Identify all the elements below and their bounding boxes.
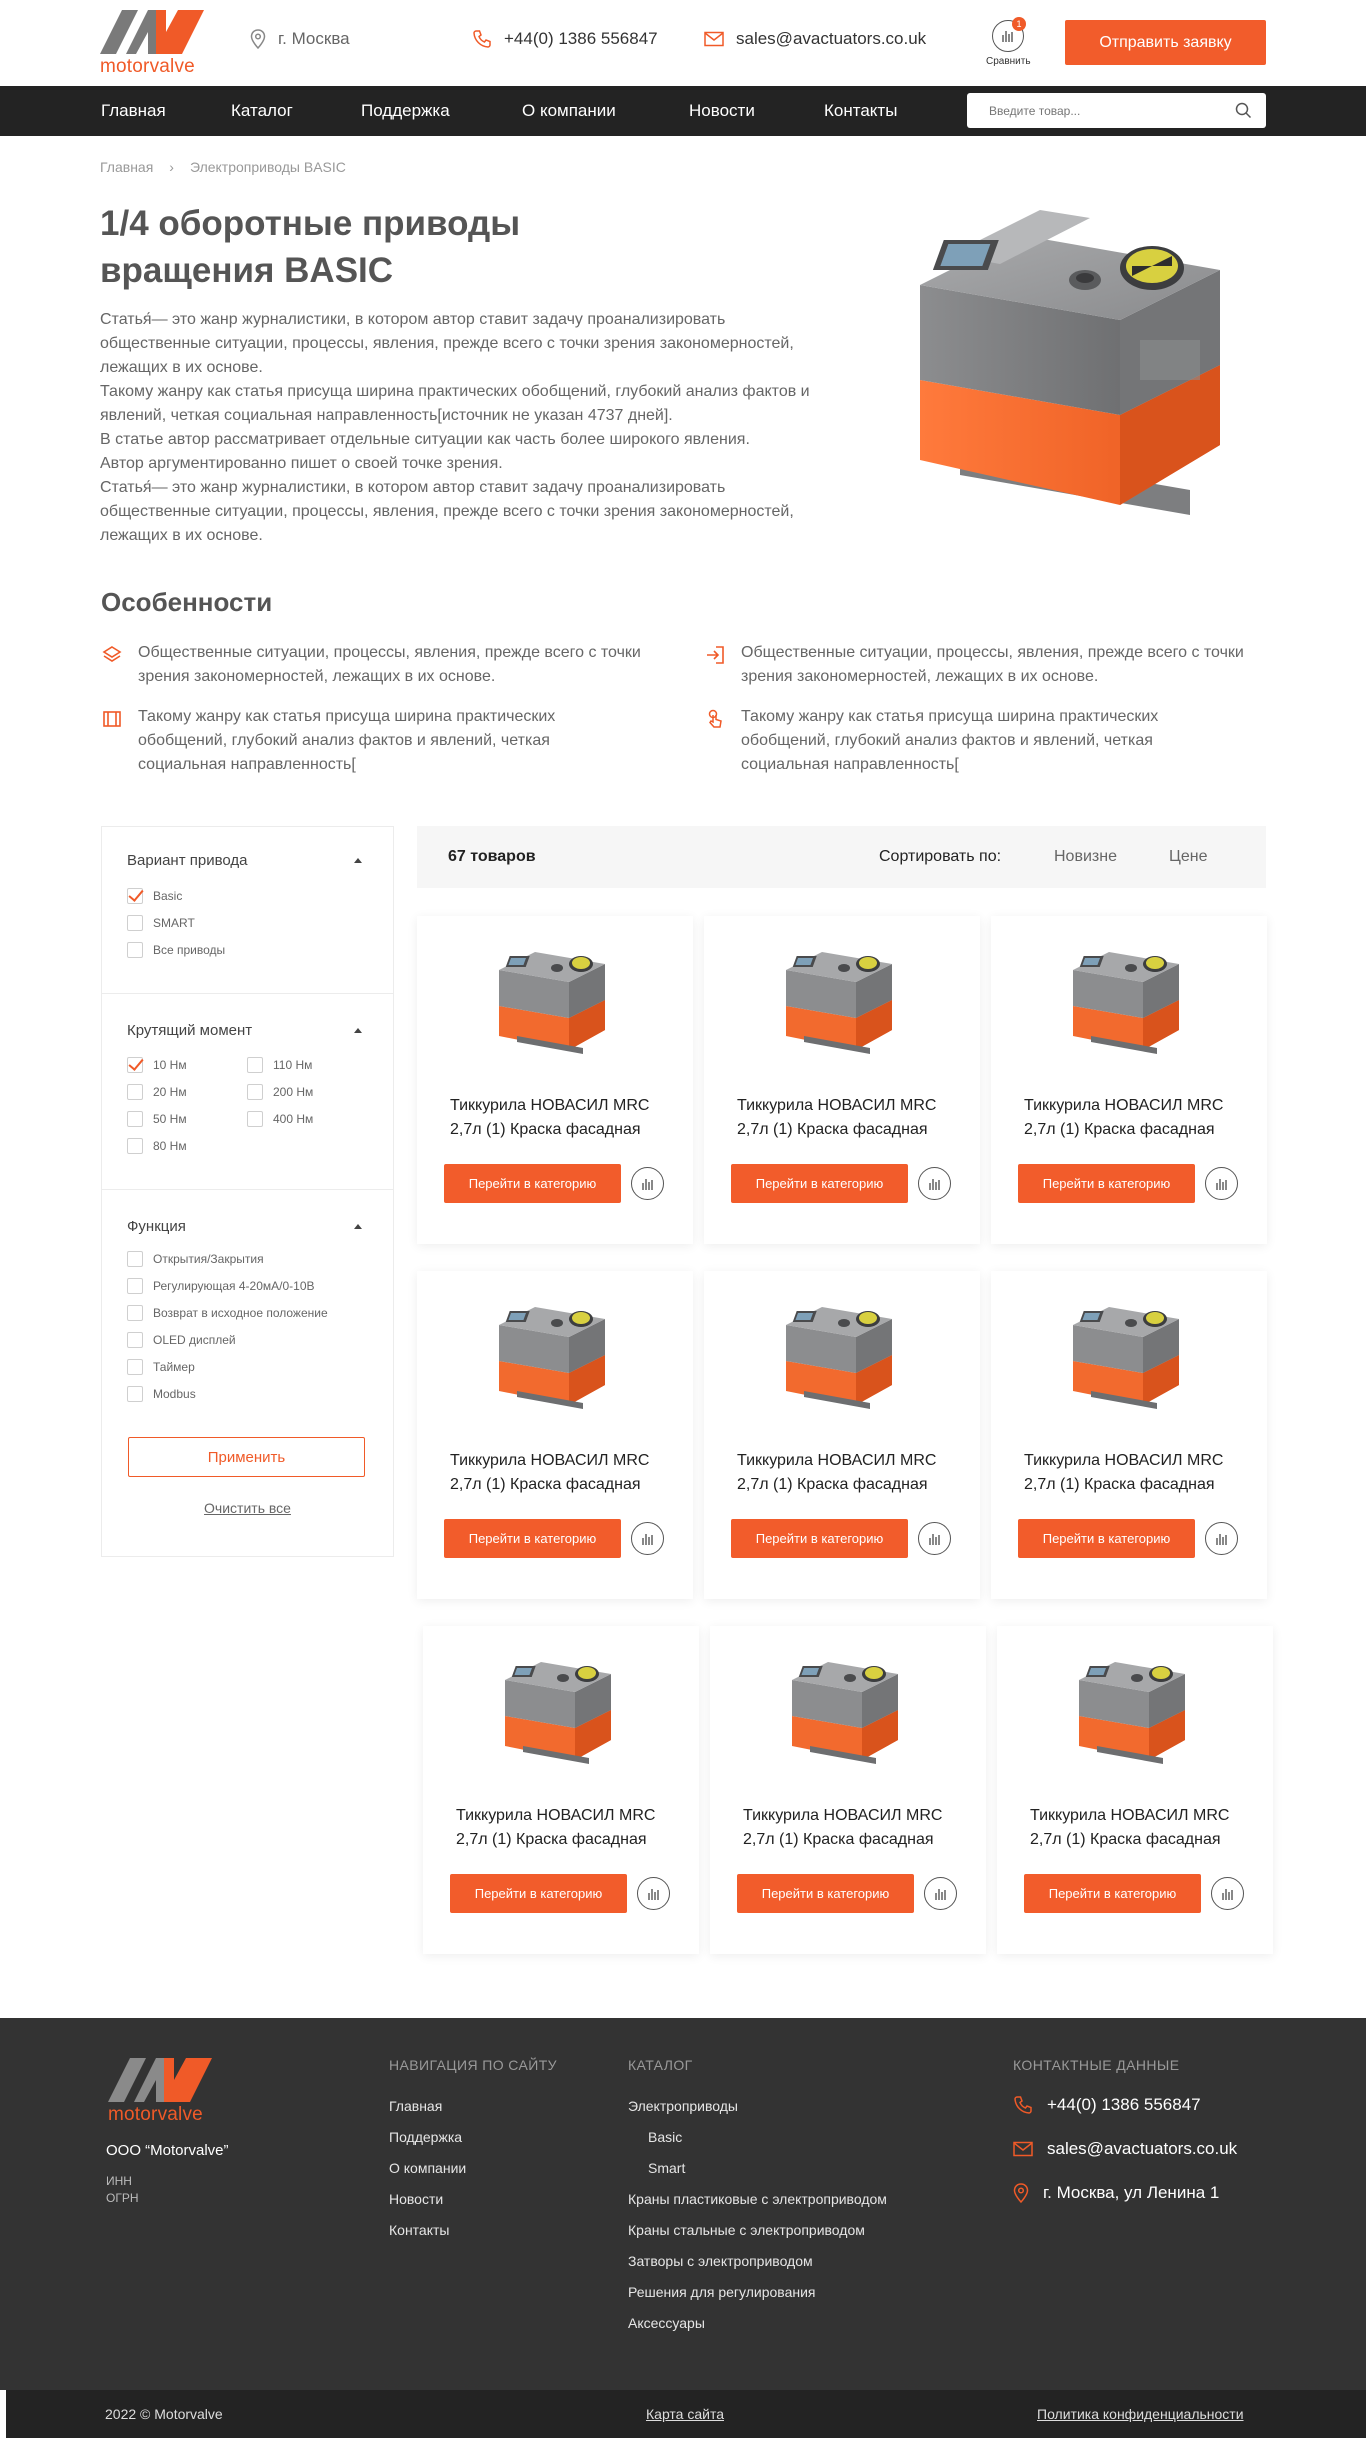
footer-catalog-link[interactable]: Затворы с электроприводом <box>628 2253 813 2269</box>
logo-mark-icon <box>100 10 204 54</box>
copyright: 2022 © Motorvalve <box>105 2406 223 2422</box>
actuator-product-thumbnail <box>780 1646 910 1771</box>
filter-option-label: 20 Нм <box>153 1085 187 1099</box>
product-name[interactable]: Тиккурила НОВАСИЛ MRC 2,7л (1) Краска фасадная <box>737 1097 937 1138</box>
product-card[interactable] <box>991 916 1267 1244</box>
checkbox[interactable] <box>127 888 143 904</box>
page-title: 1/4 оборотные приводы вращения BASIC <box>100 204 521 290</box>
actuator-product-thumbnail <box>1061 936 1191 1061</box>
logo-text: motorvalve <box>108 2104 203 2125</box>
feature-text: Общественные ситуации, процессы, явления, прежде всего с точки зрения закономерностей, лежащих в их основе. <box>138 644 641 685</box>
footer-catalog-link[interactable]: Аксессуары <box>628 2315 705 2331</box>
filter-option[interactable] <box>127 1251 264 1267</box>
go-to-category-button[interactable]: Перейти в категорию <box>731 1164 908 1203</box>
sort-option-price[interactable]: Цене <box>1169 848 1208 865</box>
compare-icon[interactable] <box>631 1167 664 1200</box>
product-name[interactable]: Тиккурила НОВАСИЛ MRC 2,7л (1) Краска фасадная <box>737 1452 937 1493</box>
footer-company-name: ООО “Motorvalve” <box>106 2142 229 2159</box>
site-logo[interactable] <box>100 10 208 77</box>
filter-option-label: Все приводы <box>153 943 226 957</box>
collapse-caret-icon[interactable] <box>354 858 362 863</box>
checkbox[interactable] <box>127 915 143 931</box>
filter-option[interactable] <box>127 942 225 958</box>
logo-mark-icon <box>108 2058 212 2102</box>
compare-icon[interactable] <box>924 1877 957 1910</box>
search-icon[interactable] <box>1235 102 1252 119</box>
compare-icon <box>992 20 1024 52</box>
filter-option[interactable] <box>127 1332 236 1348</box>
filter-option[interactable] <box>127 915 195 931</box>
product-name[interactable]: Тиккурила НОВАСИЛ MRC 2,7л (1) Краска фасадная <box>450 1097 650 1138</box>
checkbox[interactable] <box>127 1084 143 1100</box>
actuator-product-thumbnail <box>774 936 904 1061</box>
nav-item-news[interactable]: Новости <box>689 101 755 120</box>
checkbox[interactable] <box>127 1057 143 1073</box>
product-card[interactable] <box>423 1626 699 1954</box>
mail-icon <box>1013 2141 1033 2157</box>
filter-option-label: Basic <box>153 889 183 903</box>
footer-catalog-link[interactable]: Решения для регулирования <box>628 2284 816 2300</box>
filter-option-label: Возврат в исходное положение <box>153 1306 328 1320</box>
nav-item-about[interactable]: О компании <box>522 101 616 120</box>
hero-paragraph: Такому жанру как статья присуща ширина практических обобщений, глубокий анализ фактов и явлений, четкая социальная направленность[источник не указан 4737 дней]. <box>100 383 810 424</box>
breadcrumb <box>100 159 346 175</box>
filter-option[interactable] <box>127 1084 187 1100</box>
feature-item <box>102 705 642 777</box>
actuator-product-thumbnail <box>487 936 617 1061</box>
filter-option-label: 110 Нм <box>273 1058 313 1072</box>
send-request-button[interactable]: Отправить заявку <box>1065 20 1266 65</box>
product-card[interactable] <box>997 1626 1273 1954</box>
hero-paragraph: Статья́— это жанр журналистики, в котором автор ставит задачу проанализировать общественные ситуации, процессы, явления, прежде всего с точки зрения закономерностей, лежащих в их основе. <box>100 479 794 544</box>
go-to-category-button[interactable]: Перейти в категорию <box>1018 1164 1195 1203</box>
footer-nav-link[interactable]: Главная <box>389 2098 443 2114</box>
filter-divider <box>102 1189 393 1190</box>
filter-option[interactable] <box>247 1084 313 1100</box>
login-icon <box>705 645 725 665</box>
compare-count-badge: 1 <box>1012 17 1026 31</box>
product-card[interactable] <box>991 1271 1267 1599</box>
feature-item <box>705 641 1245 689</box>
clear-all-link[interactable]: Очистить все <box>204 1500 291 1516</box>
privacy-policy-link[interactable]: Политика конфиденциальности <box>1037 2406 1244 2422</box>
product-card[interactable] <box>710 1626 986 1954</box>
footer-address <box>1013 2183 1219 2203</box>
go-to-category-button[interactable]: Перейти в категорию <box>450 1874 627 1913</box>
filter-option[interactable] <box>247 1111 313 1127</box>
filter-option-label: 50 Нм <box>153 1112 187 1126</box>
product-count: 67 товаров <box>448 848 536 865</box>
header-city[interactable] <box>250 29 350 49</box>
filter-group-title[interactable]: Функция <box>127 1218 186 1235</box>
filter-option[interactable] <box>127 1138 187 1154</box>
filter-sidebar <box>101 826 394 1557</box>
filter-option-label: Регулирующая 4-20мА/0-10В <box>153 1279 315 1293</box>
footer-logo[interactable] <box>108 2058 212 2125</box>
features-title: Особенности <box>101 587 273 617</box>
footer-contacts-title: КОНТАКТНЫЕ ДАННЫЕ <box>1013 2057 1180 2073</box>
header-email-text: sales@avactuators.co.uk <box>736 29 927 48</box>
go-to-category-button[interactable]: Перейти в категорию <box>1018 1519 1195 1558</box>
footer-nav-link[interactable]: Поддержка <box>389 2129 463 2145</box>
product-name[interactable]: Тиккурила НОВАСИЛ MRC 2,7л (1) Краска фасадная <box>450 1452 650 1493</box>
site-footer <box>0 2018 1366 2390</box>
product-card[interactable] <box>704 1271 980 1599</box>
header-city-text: г. Москва <box>278 29 350 48</box>
compare-icon[interactable] <box>637 1877 670 1910</box>
filter-option[interactable] <box>127 1111 187 1127</box>
actuator-product-thumbnail <box>487 1291 617 1416</box>
filter-option-label: 400 Нм <box>273 1112 314 1126</box>
checkbox[interactable] <box>127 1251 143 1267</box>
checkbox[interactable] <box>127 1111 143 1127</box>
film-icon <box>102 709 122 729</box>
footer-nav-link[interactable]: Новости <box>389 2191 444 2207</box>
compare-icon[interactable] <box>918 1167 951 1200</box>
feature-text: Общественные ситуации, процессы, явления, прежде всего с точки зрения закономерностей, лежащих в их основе. <box>741 644 1244 685</box>
footer-catalog-link[interactable]: Basic <box>648 2129 683 2145</box>
checkbox[interactable] <box>127 1278 143 1294</box>
product-name[interactable]: Тиккурила НОВАСИЛ MRC 2,7л (1) Краска фасадная <box>1024 1097 1224 1138</box>
go-to-category-button[interactable]: Перейти в категорию <box>1024 1874 1201 1913</box>
phone-icon <box>1013 2095 1033 2115</box>
search-input[interactable] <box>967 93 1207 128</box>
header-email[interactable] <box>704 29 926 49</box>
filter-option-label: Modbus <box>153 1387 196 1401</box>
product-card[interactable] <box>704 916 980 1244</box>
location-pin-icon <box>1013 2183 1029 2203</box>
footer-nav-link[interactable]: Контакты <box>389 2222 450 2238</box>
filter-option-label: 200 Нм <box>273 1085 314 1099</box>
sort-label: Сортировать по: <box>879 848 1002 865</box>
footer-ogrn: ОГРН <box>106 2191 139 2205</box>
compare-label: Сравнить <box>986 56 1031 67</box>
footer-catalog-link[interactable]: Электроприводы <box>628 2098 738 2114</box>
filter-option[interactable] <box>127 1305 328 1321</box>
footer-catalog-title: КАТАЛОГ <box>628 2057 693 2073</box>
product-card[interactable] <box>417 916 693 1244</box>
compare-widget[interactable] <box>986 19 1031 67</box>
footer-address-text: г. Москва, ул Ленина 1 <box>1043 2183 1220 2202</box>
collapse-caret-icon[interactable] <box>354 1028 362 1033</box>
product-name[interactable]: Тиккурила НОВАСИЛ MRC 2,7л (1) Краска фасадная <box>743 1807 943 1848</box>
nav-item-support[interactable]: Поддержка <box>361 101 450 120</box>
checkbox[interactable] <box>247 1084 263 1100</box>
checkbox[interactable] <box>127 942 143 958</box>
hero-paragraph: В статье автор рассматривает отдельные ситуации как часть более широкого явления. <box>100 431 750 448</box>
product-card[interactable] <box>417 1271 693 1599</box>
touch-icon <box>705 709 725 729</box>
sort-option-newest[interactable]: Новизне <box>1054 848 1117 865</box>
footer-inn: ИНН <box>106 2174 132 2188</box>
footer-phone[interactable] <box>1013 2095 1201 2115</box>
checkbox[interactable] <box>247 1057 263 1073</box>
search-box <box>967 93 1266 128</box>
filter-option-label: Таймер <box>153 1360 195 1374</box>
footer-nav-link[interactable]: О компании <box>389 2160 467 2176</box>
actuator-product-thumbnail <box>774 1291 904 1416</box>
footer-nav-title: НАВИГАЦИЯ ПО САЙТУ <box>389 2057 557 2073</box>
actuator-product-thumbnail <box>1067 1646 1197 1771</box>
compare-icon[interactable] <box>631 1522 664 1555</box>
compare-icon[interactable] <box>1205 1522 1238 1555</box>
footer-phone-text: +44(0) 1386 556847 <box>1047 2095 1201 2114</box>
site-header <box>0 0 1366 86</box>
feature-item <box>102 641 642 689</box>
checkbox[interactable] <box>127 1138 143 1154</box>
nav-item-catalog[interactable]: Каталог <box>231 101 293 120</box>
filter-option[interactable] <box>127 888 182 904</box>
hero-paragraph: Автор аргументированно пишет о своей точке зрения. <box>100 455 503 472</box>
footer-email-text: sales@avactuators.co.uk <box>1047 2139 1238 2158</box>
checkbox[interactable] <box>127 1305 143 1321</box>
compare-icon[interactable] <box>1205 1167 1238 1200</box>
go-to-category-button[interactable]: Перейти в категорию <box>737 1874 914 1913</box>
feature-text: Такому жанру как статья присуща ширина практических обобщений, глубокий анализ фактов и явлений, четкая социальная направленность[ <box>741 708 1159 773</box>
header-phone[interactable] <box>472 29 658 49</box>
filter-option[interactable] <box>127 1386 196 1402</box>
filter-option[interactable] <box>127 1278 315 1294</box>
filter-group-title[interactable]: Вариант привода <box>127 852 248 869</box>
sort-bar <box>417 826 1266 888</box>
filter-group-title[interactable]: Крутящий момент <box>127 1022 253 1039</box>
logo-text: motorvalve <box>100 56 195 77</box>
breadcrumb-current: Электроприводы BASIC <box>189 159 346 175</box>
feature-text: Такому жанру как статья присуща ширина практических обобщений, глубокий анализ фактов и явлений, четкая социальная направленность[ <box>138 708 556 773</box>
main-nav <box>0 86 1366 136</box>
footer-catalog-link[interactable]: Smart <box>648 2160 686 2176</box>
apply-filter-button[interactable]: Применить <box>128 1437 365 1477</box>
footer-email[interactable] <box>1013 2139 1237 2159</box>
filter-option-label: SMART <box>153 916 195 930</box>
feature-item <box>705 705 1245 777</box>
product-name[interactable]: Тиккурила НОВАСИЛ MRC 2,7л (1) Краска фасадная <box>1024 1452 1224 1493</box>
compare-icon[interactable] <box>1211 1877 1244 1910</box>
phone-icon <box>472 29 492 49</box>
actuator-product-thumbnail <box>1061 1291 1191 1416</box>
footer-catalog-link[interactable]: Краны стальные с электроприводом <box>628 2222 865 2238</box>
filter-option[interactable] <box>247 1057 312 1073</box>
footer-catalog-link[interactable]: Краны пластиковые с электроприводом <box>628 2191 887 2207</box>
actuator-product-image <box>890 190 1250 530</box>
breadcrumb-separator: › <box>169 159 174 175</box>
footer-bottom-bar <box>6 2390 1366 2438</box>
collapse-caret-icon[interactable] <box>354 1224 362 1229</box>
go-to-category-button[interactable]: Перейти в категорию <box>731 1519 908 1558</box>
filter-option-label: 80 Нм <box>153 1139 187 1153</box>
go-to-category-button[interactable]: Перейти в категорию <box>444 1519 621 1558</box>
hero-paragraph: Статья́— это жанр журналистики, в котором автор ставит задачу проанализировать общественные ситуации, процессы, явления, прежде всего с точки зрения закономерностей, лежащих в их основе. <box>100 311 794 376</box>
checkbox[interactable] <box>127 1332 143 1348</box>
product-name[interactable]: Тиккурила НОВАСИЛ MRC 2,7л (1) Краска фасадная <box>1030 1807 1230 1848</box>
mail-icon <box>704 31 724 47</box>
actuator-product-thumbnail <box>493 1646 623 1771</box>
layers-icon <box>102 645 122 665</box>
go-to-category-button[interactable]: Перейти в категорию <box>444 1164 621 1203</box>
breadcrumb-home[interactable]: Главная <box>100 159 154 175</box>
filter-option-label: OLED дисплей <box>153 1333 236 1347</box>
filter-divider <box>102 993 393 994</box>
nav-item-home[interactable]: Главная <box>101 101 166 120</box>
filter-option-label: Открытия/Закрытия <box>153 1252 264 1266</box>
filter-option-label: 10 Нм <box>153 1058 187 1072</box>
checkbox[interactable] <box>247 1111 263 1127</box>
sitemap-link[interactable]: Карта сайта <box>646 2406 724 2422</box>
nav-item-contacts[interactable]: Контакты <box>824 101 898 120</box>
filter-option[interactable] <box>127 1057 187 1073</box>
location-pin-icon <box>250 29 266 49</box>
product-name[interactable]: Тиккурила НОВАСИЛ MRC 2,7л (1) Краска фасадная <box>456 1807 656 1848</box>
checkbox[interactable] <box>127 1359 143 1375</box>
hero-description <box>100 308 840 548</box>
header-phone-text: +44(0) 1386 556847 <box>504 29 658 48</box>
compare-icon[interactable] <box>918 1522 951 1555</box>
checkbox[interactable] <box>127 1386 143 1402</box>
filter-option[interactable] <box>127 1359 195 1375</box>
